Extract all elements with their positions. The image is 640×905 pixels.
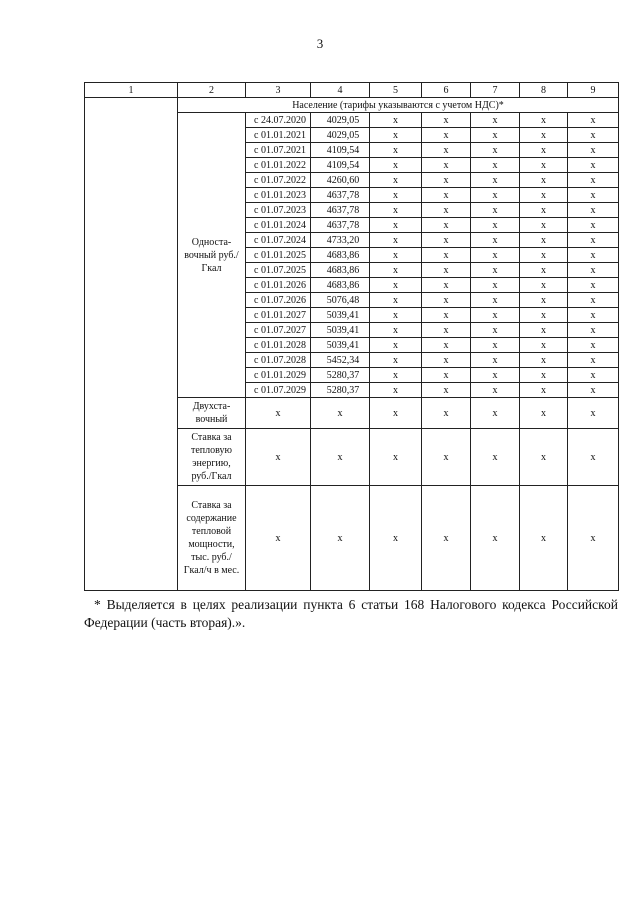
footnote: * Выделяется в целях реализации пункта 6 статьи 168 Налогового кодекса Российской Федерации (часть вторая).». [84,597,618,630]
mark-cell: х [246,429,311,486]
date-cell: с 01.07.2025 [246,263,311,278]
mark-cell: х [568,353,619,368]
mark-cell: х [370,143,422,158]
mark-cell: х [471,278,520,293]
mark-cell: х [568,173,619,188]
mark-cell: х [568,158,619,173]
mark-cell: х [422,203,471,218]
mark-cell: х [370,203,422,218]
value-cell: 4733,20 [311,233,370,248]
mark-cell: х [422,113,471,128]
mark-cell: х [471,383,520,398]
mark-cell: х [471,429,520,486]
mark-cell: х [568,429,619,486]
mark-cell: х [370,338,422,353]
mark-cell: х [422,188,471,203]
mark-cell: х [471,368,520,383]
mark-cell: х [422,338,471,353]
mark-cell: х [370,248,422,263]
mark-cell: х [422,248,471,263]
column-header: 8 [520,83,568,98]
mark-cell: х [422,218,471,233]
mark-cell: х [471,218,520,233]
value-cell: 4637,78 [311,188,370,203]
mark-cell: х [520,263,568,278]
mark-cell: х [520,293,568,308]
mark-cell: х [422,158,471,173]
mark-cell: х [568,218,619,233]
mark-cell: х [311,486,370,591]
mark-cell: х [568,263,619,278]
mark-cell: х [520,248,568,263]
date-cell: с 01.07.2029 [246,383,311,398]
value-cell: 5280,37 [311,368,370,383]
mark-cell: х [471,233,520,248]
mark-cell: х [568,248,619,263]
mark-cell: х [422,278,471,293]
tariff-table [84,82,619,591]
mark-cell: х [370,263,422,278]
mark-cell: х [370,113,422,128]
mark-cell: х [370,233,422,248]
mark-cell: х [370,486,422,591]
mark-cell: х [422,128,471,143]
mark-cell: х [471,248,520,263]
mark-cell: х [568,233,619,248]
mark-cell: х [370,293,422,308]
two-rate-label: Двухста-вочный [178,398,246,429]
mark-cell: х [568,293,619,308]
mark-cell: х [422,368,471,383]
value-cell: 4109,54 [311,158,370,173]
date-cell: с 01.07.2027 [246,323,311,338]
column-header: 6 [422,83,471,98]
column-header: 2 [178,83,246,98]
mark-cell: х [520,368,568,383]
mark-cell: х [422,429,471,486]
mark-cell: х [520,203,568,218]
mark-cell: х [471,323,520,338]
header-row [85,83,619,98]
mark-cell: х [370,429,422,486]
value-cell: 5280,37 [311,383,370,398]
mark-cell: х [520,128,568,143]
column-header: 4 [311,83,370,98]
value-cell: 4683,86 [311,263,370,278]
mark-cell: х [370,278,422,293]
mark-cell: х [520,486,568,591]
mark-cell: х [568,128,619,143]
mark-cell: х [520,188,568,203]
date-cell: с 01.01.2021 [246,128,311,143]
mark-cell: х [471,158,520,173]
value-cell: 4637,78 [311,203,370,218]
date-cell: с 01.01.2022 [246,158,311,173]
single-rate-label: Односта-вочный руб./Гкал [178,113,246,398]
mark-cell: х [246,398,311,429]
mark-cell: х [471,398,520,429]
value-cell: 4260,60 [311,173,370,188]
mark-cell: х [370,398,422,429]
mark-cell: х [568,203,619,218]
mark-cell: х [520,113,568,128]
date-cell: с 24.07.2020 [246,113,311,128]
column-header: 1 [85,83,178,98]
mark-cell: х [568,368,619,383]
value-cell: 5076,48 [311,293,370,308]
mark-cell: х [471,113,520,128]
mark-cell: х [422,293,471,308]
mark-cell: х [568,398,619,429]
mark-cell: х [568,143,619,158]
mark-cell: х [370,128,422,143]
date-cell: с 01.07.2023 [246,203,311,218]
column-header: 5 [370,83,422,98]
mark-cell: х [471,173,520,188]
mark-cell: х [422,383,471,398]
mark-cell: х [422,173,471,188]
mark-cell: х [422,323,471,338]
mark-cell: х [568,383,619,398]
column-header: 9 [568,83,619,98]
mark-cell: х [311,398,370,429]
group-title: Население (тарифы указываются с учетом НДС)* [178,98,619,113]
heat-energy-label: Ставка за тепловую энергию, руб./Гкал [178,429,246,486]
mark-cell: х [471,188,520,203]
date-cell: с 01.07.2021 [246,143,311,158]
mark-cell: х [471,353,520,368]
mark-cell: х [520,398,568,429]
mark-cell: х [422,486,471,591]
group-title-row [85,98,619,113]
column-header: 7 [471,83,520,98]
mark-cell: х [471,338,520,353]
mark-cell: х [422,143,471,158]
value-cell: 5039,41 [311,323,370,338]
mark-cell: х [520,143,568,158]
value-cell: 4683,86 [311,278,370,293]
date-cell: с 01.07.2022 [246,173,311,188]
value-cell: 4029,05 [311,113,370,128]
mark-cell: х [520,323,568,338]
value-cell: 4029,05 [311,128,370,143]
mark-cell: х [520,233,568,248]
mark-cell: х [520,218,568,233]
page-number: 3 [316,36,324,51]
mark-cell: х [471,143,520,158]
value-cell: 5452,34 [311,353,370,368]
value-cell: 5039,41 [311,338,370,353]
mark-cell: х [370,323,422,338]
date-cell: с 01.01.2025 [246,248,311,263]
mark-cell: х [568,323,619,338]
mark-cell: х [370,383,422,398]
date-cell: с 01.01.2029 [246,368,311,383]
date-cell: с 01.07.2026 [246,293,311,308]
date-cell: с 01.01.2028 [246,338,311,353]
value-cell: 4683,86 [311,248,370,263]
mark-cell: х [568,308,619,323]
mark-cell: х [520,338,568,353]
blank-cell [85,98,178,591]
mark-cell: х [471,263,520,278]
mark-cell: х [370,173,422,188]
value-cell: 4637,78 [311,218,370,233]
date-cell: с 01.01.2023 [246,188,311,203]
mark-cell: х [370,158,422,173]
mark-cell: х [520,383,568,398]
mark-cell: х [370,218,422,233]
mark-cell: х [422,233,471,248]
heat-capacity-label: Ставка за содержание тепловой мощности, тыс. руб./ Гкал/ч в мес. [178,486,246,591]
value-cell: 4109,54 [311,143,370,158]
mark-cell: х [568,113,619,128]
value-cell: 5039,41 [311,308,370,323]
date-cell: с 01.07.2024 [246,233,311,248]
column-header: 3 [246,83,311,98]
mark-cell: х [520,429,568,486]
mark-cell: х [520,353,568,368]
date-cell: с 01.07.2028 [246,353,311,368]
mark-cell: х [471,203,520,218]
date-cell: с 01.01.2024 [246,218,311,233]
mark-cell: х [471,308,520,323]
mark-cell: х [520,308,568,323]
mark-cell: х [422,263,471,278]
mark-cell: х [370,308,422,323]
mark-cell: х [568,338,619,353]
mark-cell: х [246,486,311,591]
mark-cell: х [471,486,520,591]
mark-cell: х [422,398,471,429]
mark-cell: х [370,368,422,383]
mark-cell: х [370,188,422,203]
mark-cell: х [471,128,520,143]
mark-cell: х [520,278,568,293]
mark-cell: х [520,158,568,173]
mark-cell: х [471,293,520,308]
date-cell: с 01.01.2027 [246,308,311,323]
mark-cell: х [568,278,619,293]
date-cell: с 01.01.2026 [246,278,311,293]
mark-cell: х [422,308,471,323]
mark-cell: х [422,353,471,368]
mark-cell: х [311,429,370,486]
mark-cell: х [370,353,422,368]
mark-cell: х [568,486,619,591]
mark-cell: х [568,188,619,203]
mark-cell: х [520,173,568,188]
